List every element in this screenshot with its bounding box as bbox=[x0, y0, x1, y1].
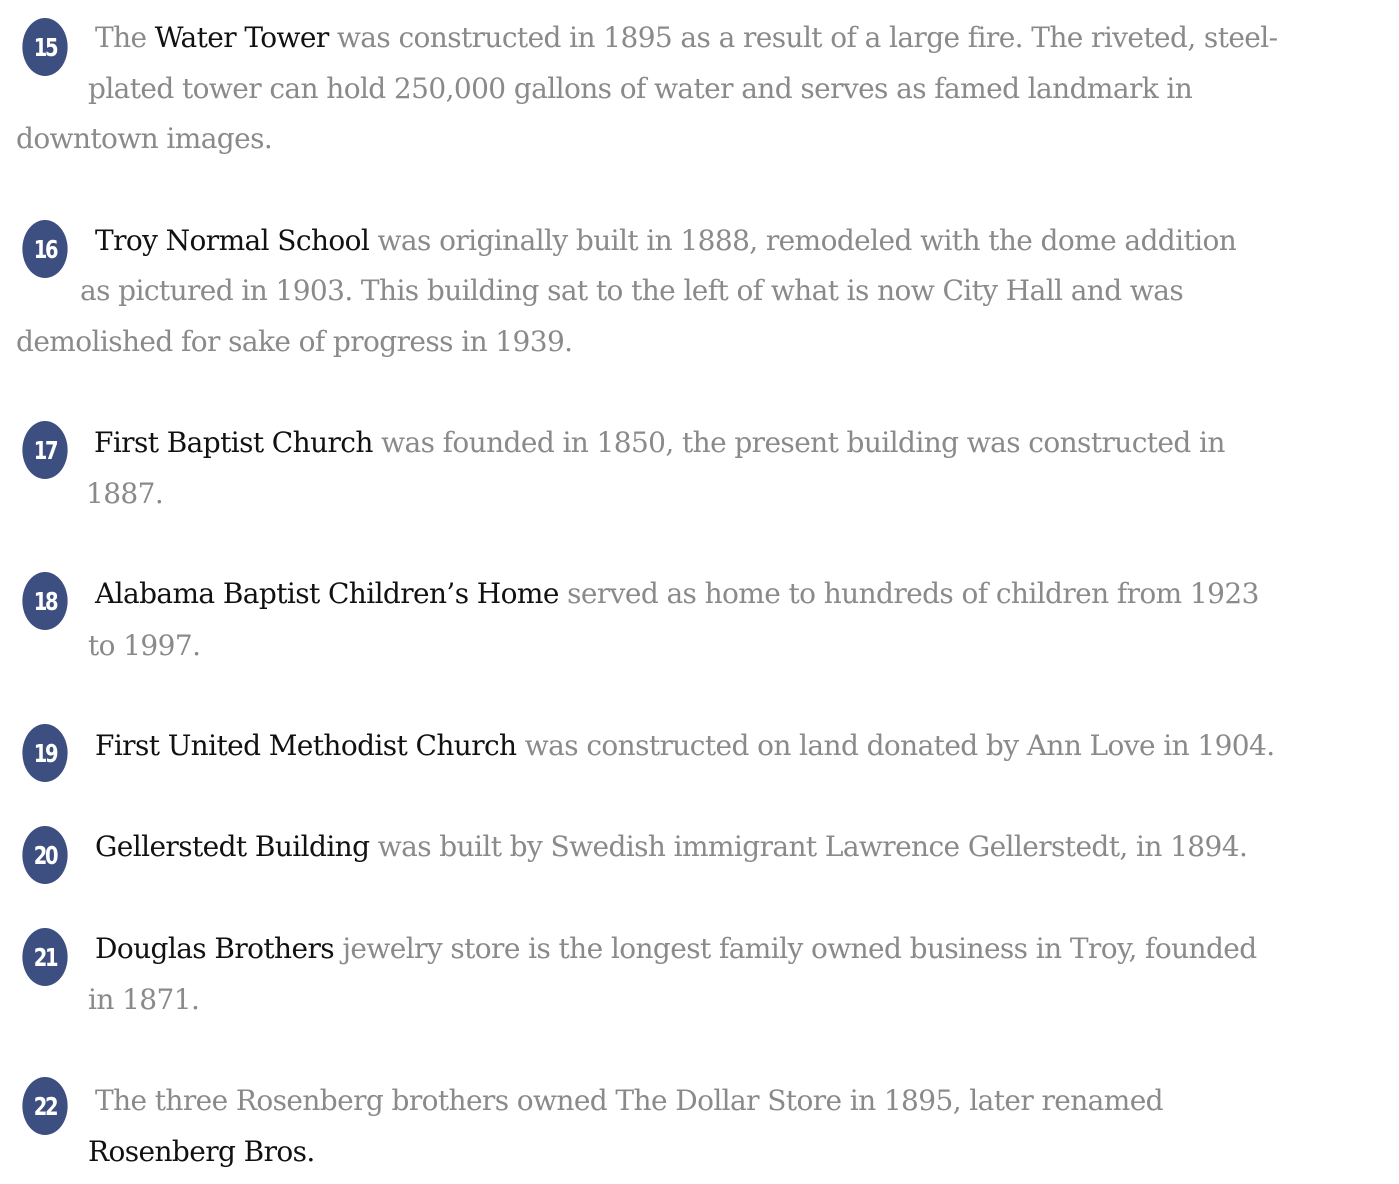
entry-line bbox=[88, 1132, 315, 1172]
entry-line bbox=[95, 827, 1247, 867]
number-badge: 19 bbox=[22, 724, 67, 782]
entry-text: was constructed in 1895 as a result of a large fire. The riveted, steel- bbox=[328, 21, 1278, 54]
entry-line bbox=[88, 69, 1192, 109]
entry-line bbox=[95, 1081, 1163, 1121]
entry-line bbox=[95, 221, 1236, 261]
entry-text: was built by Swedish immigrant Lawrence Gellerstedt, in 1894. bbox=[369, 830, 1248, 863]
number-badge: 17 bbox=[22, 421, 67, 479]
entry-line bbox=[86, 474, 163, 514]
entry-text: served as home to hundreds of children from 1923 bbox=[558, 577, 1259, 610]
entry-text: The bbox=[95, 21, 155, 54]
entry-text: as pictured in 1903. This building sat to the left of what is now City Hall and was bbox=[80, 274, 1184, 307]
entry-text: jewelry store is the longest family owned business in Troy, founded bbox=[334, 932, 1257, 965]
entry-line bbox=[88, 626, 200, 666]
landmark-name: First United Methodist Church bbox=[95, 729, 517, 762]
number-badge: 20 bbox=[22, 826, 67, 884]
number-badge: 21 bbox=[22, 928, 67, 986]
landmark-name: Alabama Baptist Children’s Home bbox=[95, 577, 559, 610]
entry-text: demolished for sake of progress in 1939. bbox=[16, 325, 573, 358]
landmark-name: Water Tower bbox=[154, 21, 329, 54]
number-badge: 22 bbox=[22, 1077, 67, 1135]
entry-text: was originally built in 1888, remodeled with the dome addition bbox=[369, 224, 1237, 257]
entry-text: The three Rosenberg brothers owned The Dollar Store in 1895, later renamed bbox=[95, 1084, 1163, 1117]
entry-text: plated tower can hold 250,000 gallons of water and serves as famed landmark in bbox=[88, 72, 1193, 105]
entry-line bbox=[88, 980, 199, 1020]
entry-line bbox=[95, 726, 1275, 766]
entry-text: was founded in 1850, the present building was constructed in bbox=[372, 426, 1225, 459]
number-badge: 18 bbox=[22, 572, 67, 630]
entry-text: was constructed on land donated by Ann Love in 1904. bbox=[516, 729, 1275, 762]
landmark-name: First Baptist Church bbox=[94, 426, 373, 459]
entry-line bbox=[80, 271, 1183, 311]
number-badge: 15 bbox=[22, 18, 67, 76]
entry-text: to 1997. bbox=[88, 629, 201, 662]
entry-text: in 1871. bbox=[88, 983, 200, 1016]
entry-line bbox=[94, 423, 1225, 463]
entry-line bbox=[16, 322, 572, 362]
entry-line bbox=[95, 18, 1278, 58]
number-badge: 16 bbox=[22, 220, 67, 278]
entry-line bbox=[16, 119, 272, 159]
landmark-name: Rosenberg Bros. bbox=[88, 1135, 315, 1168]
entry-text: 1887. bbox=[86, 477, 164, 510]
entry-text: downtown images. bbox=[16, 122, 273, 155]
entry-line bbox=[95, 929, 1257, 969]
entry-line bbox=[95, 574, 1259, 614]
landmark-name: Gellerstedt Building bbox=[95, 830, 370, 863]
landmark-name: Troy Normal School bbox=[95, 224, 370, 257]
landmark-name: Douglas Brothers bbox=[95, 932, 335, 965]
